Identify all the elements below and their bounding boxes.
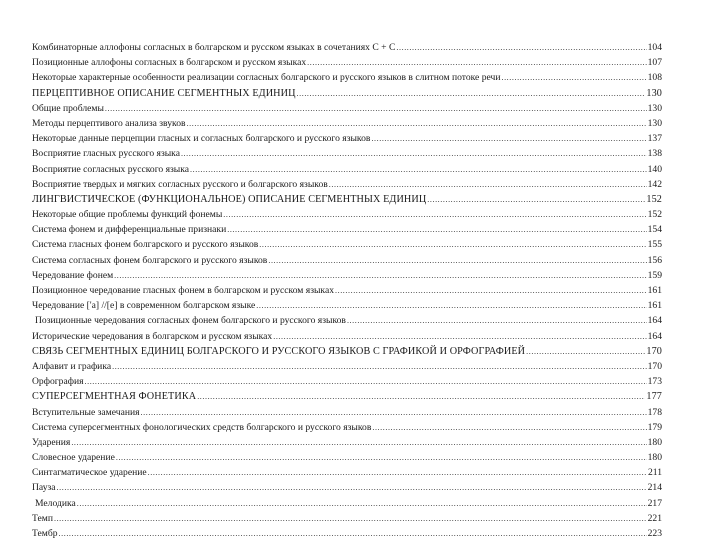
toc-section-heading: [32, 344, 662, 359]
toc-section-heading: [32, 389, 662, 404]
toc-entry-title: Позиционные аллофоны согласных в болгарском и русском языках: [32, 57, 307, 69]
toc-entry-title: Система согласных фонем болгарского и русского языков: [32, 254, 268, 266]
toc-entry-title: Некоторые данные перцепции гласных и согласных болгарского и русского языков: [32, 133, 371, 145]
toc-entry-page-number: 140: [647, 163, 662, 175]
toc-entry-page-number: 107: [647, 57, 662, 69]
toc-entry-title: Словесное ударение: [32, 452, 115, 464]
toc-entry: [32, 450, 662, 465]
dot-leader: [372, 420, 646, 435]
dot-leader: [114, 268, 646, 283]
toc-entry: [32, 222, 662, 237]
dot-leader: [105, 101, 647, 116]
toc-entry-page-number: 164: [647, 330, 662, 342]
toc-entry-page-number: 223: [647, 528, 662, 539]
toc-entry-page-number: 138: [647, 148, 662, 160]
toc-entry-title: Тембр: [32, 528, 58, 539]
dot-leader: [526, 344, 645, 359]
toc-entry-page-number: 170: [647, 360, 662, 372]
toc-entry: [32, 511, 662, 526]
toc-entry-page-number: 152: [646, 193, 662, 205]
dot-leader: [77, 496, 647, 511]
dot-leader: [57, 480, 647, 495]
toc-entry-page-number: 217: [647, 497, 662, 509]
dot-leader: [335, 283, 647, 298]
toc-entry-page-number: 154: [647, 224, 662, 236]
toc-entry-title: Восприятие согласных русского языка: [32, 163, 190, 175]
dot-leader: [347, 313, 647, 328]
toc-entry: [32, 253, 662, 268]
dot-leader: [54, 511, 647, 526]
dot-leader: [227, 222, 646, 237]
table-of-contents: [32, 40, 662, 541]
toc-entry: [32, 359, 662, 374]
toc-entry-title: Синтагматическое ударение: [32, 467, 147, 479]
toc-entry: [32, 55, 662, 70]
toc-entry-page-number: 211: [647, 467, 662, 479]
dot-leader: [371, 131, 646, 146]
toc-entry: [32, 101, 662, 116]
toc-entry-title: Чередование фонем: [32, 269, 114, 281]
dot-leader: [116, 450, 647, 465]
toc-entry-title: СУПЕРСЕГМЕНТНАЯ ФОНЕТИКА: [32, 391, 197, 403]
toc-entry-title: Ударения: [32, 436, 71, 448]
toc-entry-title: Комбинаторные аллофоны согласных в болгарском и русском языках в сочетаниях С + С: [32, 42, 396, 53]
toc-entry-title: Вступительные замечания: [32, 406, 140, 418]
toc-entry: [32, 116, 662, 131]
dot-leader: [141, 405, 647, 420]
toc-entry-title: Некоторые общие проблемы функций фонемы: [32, 209, 223, 221]
toc-entry-page-number: 173: [647, 376, 662, 388]
dot-leader: [71, 435, 646, 450]
toc-entry-page-number: 178: [647, 406, 662, 418]
toc-entry-page-number: 155: [647, 239, 662, 251]
toc-entry: [32, 177, 662, 192]
dot-leader: [268, 253, 646, 268]
toc-entry: [32, 329, 662, 344]
toc-section-heading: [32, 192, 662, 207]
dot-leader: [256, 298, 646, 313]
toc-entry-page-number: 108: [647, 72, 662, 84]
toc-entry: [32, 298, 662, 313]
toc-entry: [32, 146, 662, 161]
toc-entry-title: Система фонем и дифференциальные признаки: [32, 224, 227, 236]
toc-entry-title: Восприятие твердых и мягких согласных русского и болгарского языков: [32, 178, 328, 190]
toc-entry: [32, 268, 662, 283]
toc-entry-page-number: 180: [647, 452, 662, 464]
dot-leader: [501, 70, 646, 85]
toc-entry-page-number: 177: [646, 391, 662, 403]
dot-leader: [297, 86, 646, 101]
toc-entry-title: Пауза: [32, 482, 56, 494]
toc-entry-title: ЛИНГВИСТИЧЕСКОЕ (ФУНКЦИОНАЛЬНОЕ) ОПИСАНИЕ СЕГМЕНТНЫХ ЕДИНИЦ: [32, 193, 427, 205]
toc-entry: [32, 465, 662, 480]
dot-leader: [307, 55, 646, 70]
toc-entry-page-number: 156: [647, 254, 662, 266]
toc-entry: [32, 40, 662, 55]
toc-entry-page-number: 152: [647, 209, 662, 221]
toc-entry-page-number: 159: [647, 269, 662, 281]
toc-entry: [32, 405, 662, 420]
toc-entry: [32, 237, 662, 252]
toc-entry-page-number: 170: [646, 345, 662, 357]
toc-entry-page-number: 137: [647, 133, 662, 145]
dot-leader: [59, 526, 647, 541]
toc-entry: [32, 480, 662, 495]
toc-entry-page-number: 179: [647, 421, 662, 433]
toc-entry-title: Некоторые характерные особенности реализации согласных болгарского и русского языков в слитном потоке речи: [32, 72, 501, 84]
toc-entry: [32, 435, 662, 450]
toc-entry-page-number: 221: [647, 512, 662, 524]
dot-leader: [197, 389, 645, 404]
toc-entry: [32, 283, 662, 298]
toc-entry: [32, 496, 662, 511]
toc-entry: [32, 131, 662, 146]
toc-entry-title: Система суперсегментных фонологических средств болгарского и русского языков: [32, 421, 372, 433]
dot-leader: [396, 40, 646, 55]
toc-entry: [32, 162, 662, 177]
toc-entry: [32, 70, 662, 85]
toc-entry: [32, 374, 662, 389]
toc-entry-title: СВЯЗЬ СЕГМЕНТНЫХ ЕДИНИЦ БОЛГАРСКОГО И РУССКОГО ЯЗЫКОВ С ГРАФИКОЙ И ОРФОГРАФИЕЙ: [32, 345, 526, 357]
toc-entry-title: Чередование ['a] //[e] в современном болгарском языке: [32, 300, 256, 312]
toc-entry: [32, 207, 662, 222]
toc-entry-title: Алфавит и графика: [32, 360, 112, 372]
dot-leader: [181, 146, 647, 161]
toc-entry: [32, 420, 662, 435]
toc-entry-page-number: 104: [647, 42, 662, 53]
toc-entry-page-number: 161: [647, 285, 662, 296]
toc-entry-title: Позиционное чередование гласных фонем в болгарском и русском языках: [32, 285, 334, 296]
toc-entry-page-number: 130: [646, 87, 662, 99]
dot-leader: [187, 116, 647, 131]
dot-leader: [223, 207, 646, 222]
toc-entry: [32, 313, 662, 328]
toc-entry-title: ПЕРЦЕПТИВНОЕ ОПИСАНИЕ СЕГМЕНТНЫХ ЕДИНИЦ: [32, 87, 296, 99]
dot-leader: [259, 237, 646, 252]
toc-entry-page-number: 130: [647, 102, 662, 114]
toc-entry-page-number: 214: [647, 482, 662, 494]
toc-entry-title: Орфография: [32, 376, 84, 388]
dot-leader: [273, 329, 646, 344]
toc-entry-page-number: 164: [647, 315, 662, 327]
dot-leader: [427, 192, 645, 207]
toc-entry-title: Общие проблемы: [32, 102, 104, 114]
dot-leader: [190, 162, 647, 177]
toc-entry-page-number: 130: [647, 117, 662, 129]
toc-entry-page-number: 180: [647, 436, 662, 448]
toc-entry-page-number: 161: [647, 300, 662, 312]
dot-leader: [329, 177, 647, 192]
dot-leader: [148, 465, 647, 480]
toc-entry-page-number: 142: [647, 178, 662, 190]
toc-entry: [32, 526, 662, 541]
toc-entry-title: Методы перцептивого анализа звуков: [32, 117, 186, 129]
toc-entry-title: Восприятие гласных русского языка: [32, 148, 180, 160]
toc-section-heading: [32, 86, 662, 101]
toc-entry-title: Позиционные чередования согласных фонем болгарского и русского языков: [35, 315, 346, 327]
dot-leader: [85, 374, 647, 389]
toc-entry-title: Темп: [32, 512, 53, 524]
dot-leader: [112, 359, 647, 374]
toc-entry-title: Система гласных фонем болгарского и русского языков: [32, 239, 259, 251]
toc-entry-title: Мелодика: [35, 497, 76, 509]
toc-entry-title: Исторические чередования в болгарском и русском языках: [32, 330, 273, 342]
